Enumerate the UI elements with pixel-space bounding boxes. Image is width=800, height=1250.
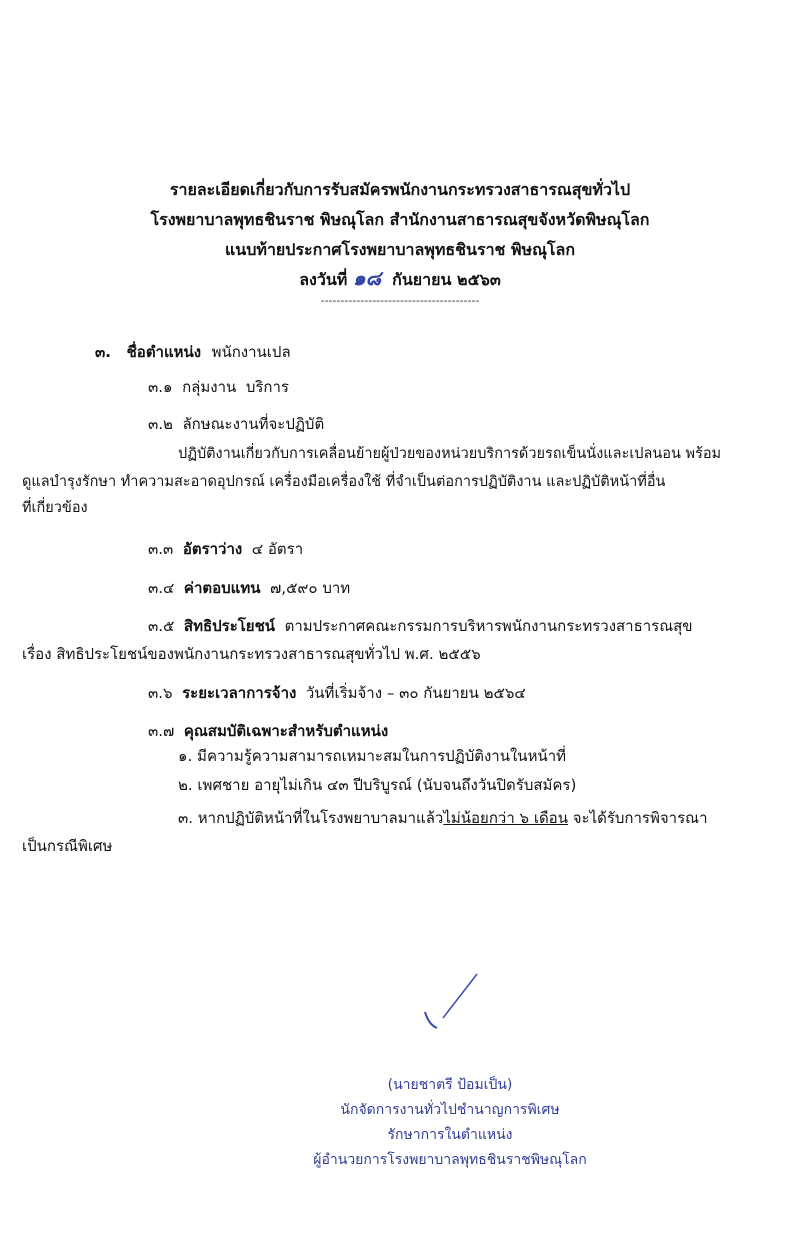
qualification-3-cont: เป็นกรณีพิเศษ — [22, 837, 113, 855]
benefits-text: เรื่อง สิทธิประโยชน์ของพนักงานกระทรวงสาธารณสุขทั่วไป พ.ศ. ๒๕๕๖ — [22, 645, 481, 663]
section-3-1: ๓.๑ กลุ่มงาน บริการ — [148, 378, 289, 396]
position-heading: ๓. ชื่อตำแหน่ง พนักงานเปล — [95, 343, 291, 361]
job-description-3: ที่เกี่ยวข้อง — [22, 500, 88, 516]
section-3-3: ๓.๓ อัตราว่าง ๔ อัตรา — [148, 540, 304, 558]
signatory-position: ผู้อำนวยการโรงพยาบาลพุทธชินราชพิษณุโลก — [313, 1152, 587, 1168]
date-day-handwritten: ๑๘ — [352, 266, 382, 290]
signatory-name: (นายชาตรี ป้อมเป็น) — [387, 1077, 513, 1093]
qualification-3: ๓. หากปฏิบัติหน้าที่ในโรงพยาบาลมาแล้วไม่น้อยกว่า ๖ เดือน จะได้รับการพิจารณา — [178, 809, 708, 827]
date-month-year: กันยายน ๒๕๖๓ — [392, 270, 501, 289]
divider: ---------------------------------------- — [320, 294, 480, 307]
job-description-1: ปฏิบัติงานเกี่ยวกับการเคลื่อนย้ายผู้ป่วยของหน่วยบริการด้วยรถเข็นนั่งและเปลนอน พร้อม — [178, 446, 722, 462]
signatory-acting: รักษาการในตำแหน่ง — [387, 1127, 513, 1143]
doc-subtitle: โรงพยาบาลพุทธชินราช พิษณุโลก สำนักงานสาธารณสุขจังหวัดพิษณุโลก — [150, 210, 650, 229]
section-3-2: ๓.๒ ลักษณะงานที่จะปฏิบัติ — [148, 415, 325, 433]
signatory-title: นักจัดการงานทั่วไปชำนาญการพิเศษ — [340, 1102, 560, 1118]
section-3-4: ๓.๔ ค่าตอบแทน ๗,๕๙๐ บาท — [148, 579, 351, 597]
doc-date — [0, 262, 800, 294]
doc-attachment-line: แนบท้ายประกาศโรงพยาบาลพุทธชินราช พิษณุโลก — [224, 240, 576, 259]
date-prefix: ลงวันที่ — [299, 270, 348, 289]
qualification-2: ๒. เพศชาย อายุไม่เกิน ๔๓ ปีบริบูรณ์ (นับจนถึงวันปิดรับสมัคร) — [178, 776, 577, 794]
job-description-2: ดูแลบำรุงรักษา ทำความสะอาดอุปกรณ์ เครื่องมือเครื่องใช้ ที่จำเป็นต่อการปฏิบัติงาน และปฏิบัติหน้าที่อื่น — [22, 474, 666, 490]
qualification-1: ๑. มีความรู้ความสามารถเหมาะสมในการปฏิบัติงานในหน้าที่ — [178, 747, 567, 765]
section-3-5: ๓.๕ สิทธิประโยชน์ ตามประกาศคณะกรรมการบริหารพนักงานกระทรวงสาธารณสุข — [148, 617, 693, 635]
doc-title: รายละเอียดเกี่ยวกับการรับสมัครพนักงานกระทรวงสาธารณสุขทั่วไป — [169, 180, 631, 199]
section-3-7: ๓.๗ คุณสมบัติเฉพาะสำหรับตำแหน่ง — [148, 722, 389, 740]
handwritten-signature — [415, 970, 485, 1035]
section-3-6: ๓.๖ ระยะเวลาการจ้าง วันที่เริ่มจ้าง – ๓๐ กันยายน ๒๕๖๔ — [148, 684, 526, 702]
